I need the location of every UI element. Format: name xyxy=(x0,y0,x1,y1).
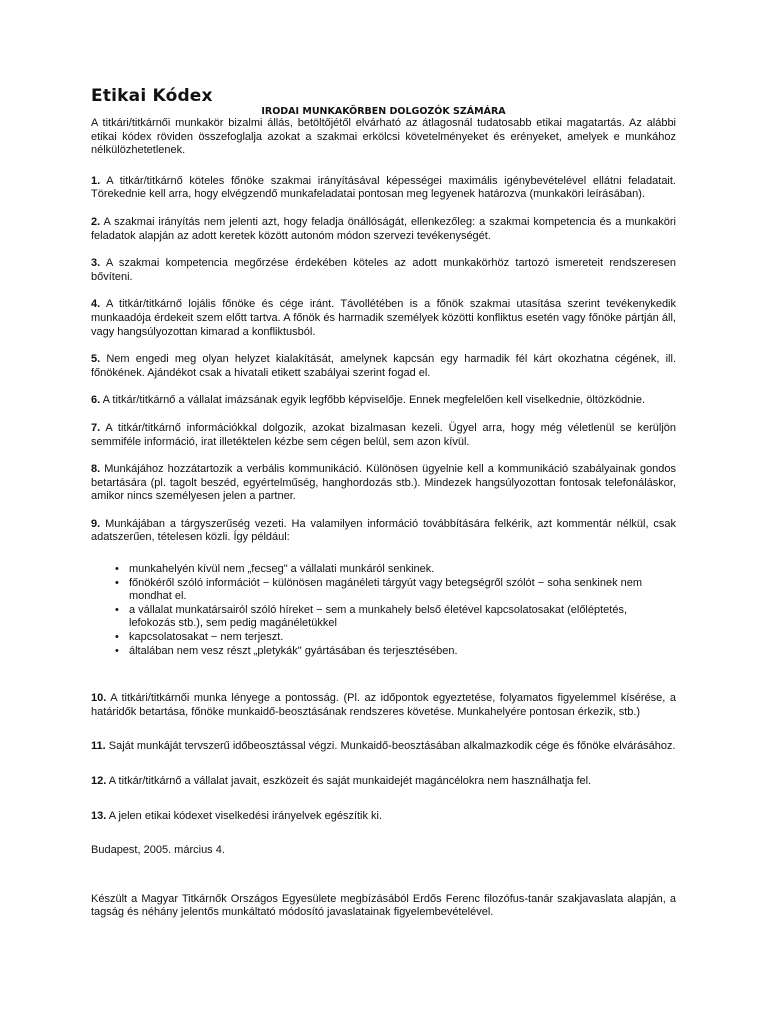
list-item xyxy=(91,604,676,631)
rule-text: Nem engedi meg olyan helyzet kialakítását, amelynek kapcsán egy harmadik fél kárt okozhatna cégének, ill. főnökének. Ajándékot csak a hivatali etikett szabályai szerint fogad el. xyxy=(91,353,677,379)
list-item xyxy=(91,631,676,645)
rule-text: Munkájához hozzátartozik a verbális kommunikáció. Különösen ügyelnie kell a kommunikáció szabályainak gondos betartására (pl. tagolt beszéd, egyértelműség, hanghordozás stb.). Mindezek hangsúlyozottan fontosak telefonáláskor, amikor nincs személyesen jelen a partner. xyxy=(91,463,676,503)
rule-text: A titkár/titkárnő a vállalat imázsának egyik legfőbb képviselője. Ennek megfelelően kell viselkednie, öltözködnie. xyxy=(102,394,645,407)
rule-text: A titkár/titkárnő a vállalat javait, eszközeit és saját munkaidejét magáncélokra nem használhatja fel. xyxy=(108,775,592,787)
rule-text: A jelen etikai kódexet viselkedési irányelvek egészítik ki. xyxy=(108,809,383,822)
list-item-text: főnökéről szóló információt − különösen magánéleti tárgyút vagy betegségről szólót − soha senkinek nem mondhat el. xyxy=(129,576,643,603)
rule-text: A szakmai irányítás nem jelenti azt, hogy feladja önállóságát, ellenkezőleg: a szakmai kompetencia és a munkaköri feladatok alapján az adott keretek között autonóm módon szervezi tevékenységét. xyxy=(91,215,677,242)
document-title: Etikai Kódex xyxy=(91,86,213,106)
rule-10 xyxy=(91,692,676,719)
rule-11 xyxy=(91,740,676,754)
rule-number: 6. xyxy=(91,394,101,407)
bullet-icon: • xyxy=(115,603,119,616)
rule-number: 8. xyxy=(91,463,101,476)
bullet-icon: • xyxy=(115,631,119,644)
list-item-text: a vállalat munkatársairól szóló híreket − sem a munkahely belső életével kapcsolatosakat (előléptetés, lefokozás stb.), sem pedig magánéletükkel xyxy=(129,603,628,630)
rule-number: 2. xyxy=(91,215,101,228)
example-list xyxy=(91,563,676,658)
list-item-text: kapcsolatosakat − nem terjeszt. xyxy=(129,631,284,644)
rule-number: 9. xyxy=(91,517,101,530)
rule-number: 12. xyxy=(91,775,107,787)
rule-5 xyxy=(91,353,676,380)
rule-2 xyxy=(91,216,676,243)
rule-number: 13. xyxy=(91,809,107,822)
rule-text: A szakmai kompetencia megőrzése érdekében köteles az adott munkakörhöz tartozó ismereteit rendszeresen bővíteni. xyxy=(91,257,676,283)
rule-6 xyxy=(91,394,676,408)
rule-4 xyxy=(91,298,676,339)
intro-paragraph: A titkári/titkárnői munkakör bizalmi állás, betöltőjétől elvárható az átlagosnál tudatosabb etikai magatartás. Az alábbi etikai kódex röviden összefoglalja azokat a szakmai erkölcsi követelményeket és erényeket, amelyek e munkához nélkülözhetetlenek. xyxy=(91,117,676,157)
rule-number: 11. xyxy=(91,740,106,753)
list-item xyxy=(91,645,676,659)
rule-number: 3. xyxy=(91,257,101,270)
rule-13 xyxy=(91,810,676,824)
rule-number: 1. xyxy=(91,174,101,187)
rule-number: 4. xyxy=(91,298,101,311)
place-date: Budapest, 2005. március 4. xyxy=(91,844,225,857)
rule-text: Munkájában a tárgyszerűség vezeti. Ha valamilyen információ továbbítására felkérik, azt kommentár nélkül, csak adatszerűen, tételesen közli. Így például: xyxy=(91,517,677,544)
rule-12 xyxy=(91,775,676,789)
list-item-text: általában nem vesz részt „pletykák" gyártásában és terjesztésében. xyxy=(129,644,458,657)
rule-text: A titkár/titkárnő információkkal dolgozik, azokat bizalmasan kezeli. Ügyel arra, hogy még véletlenül se kerüljön semmiféle információ, irat illetéktelen kézbe sem cégen belül, sem azon kívül. xyxy=(91,421,677,448)
rule-text: A titkár/titkárnő köteles főnöke szakmai irányításával képességei maximális igénybevételével ellátni feladatait. Törekednie kell arra, hogy elvégzendő munkafeladatai pontosan meg legyenek határozva (munkaköri leírásában). xyxy=(91,174,676,201)
rule-number: 5. xyxy=(91,353,101,366)
rule-3 xyxy=(91,257,676,284)
rule-1 xyxy=(91,175,676,202)
rule-8 xyxy=(91,463,676,504)
list-item xyxy=(91,563,676,577)
document-page xyxy=(91,86,676,920)
footer-note: Készült a Magyar Titkárnők Országos Egyesülete megbízásából Erdős Ferenc filozófus-tanár szakjavaslata alapján, a tagság és néhány jelentős munkáltató módosító javaslatainak figyelembevételével. xyxy=(91,892,676,919)
list-item xyxy=(91,577,676,604)
bullet-icon: • xyxy=(115,644,119,657)
bullet-icon: • xyxy=(115,563,119,576)
rule-text: A titkár/titkárnő lojális főnöke és cége iránt. Távollétében is a főnök szakmai utasítása szerint tevékenykedik munkaadója érdekeit szem előtt tartva. A főnök és harmadik személyek közötti konfliktus esetén vagy főnöke pártján áll, vagy hangsúlyozottan kimarad a konfliktusból. xyxy=(91,298,677,338)
bullet-icon: • xyxy=(115,576,119,589)
document-subtitle: IRODAI MUNKAKÖRBEN DOLGOZÓK SZÁMÁRA xyxy=(261,106,506,117)
rule-number: 7. xyxy=(91,421,101,434)
rule-text: A titkári/titkárnői munka lényege a pontosság. (Pl. az időpontok egyeztetése, folyamatos figyelemmel kísérése, a határidők betartása, főnöke munkaidő-beosztásának rendszeres követése. Munkahelyére pontosan érkezik, stb.) xyxy=(91,692,677,718)
rule-number: 10. xyxy=(91,692,107,705)
list-item-text: munkahelyén kívül nem „fecseg" a vállalati munkáról senkinek. xyxy=(129,563,435,576)
rule-text: Saját munkáját tervszerű időbeosztással végzi. Munkaidő-beosztásában alkalmazkodik cége és főnöke elvárásához. xyxy=(108,740,676,753)
rule-7 xyxy=(91,422,676,449)
rule-9 xyxy=(91,518,676,545)
